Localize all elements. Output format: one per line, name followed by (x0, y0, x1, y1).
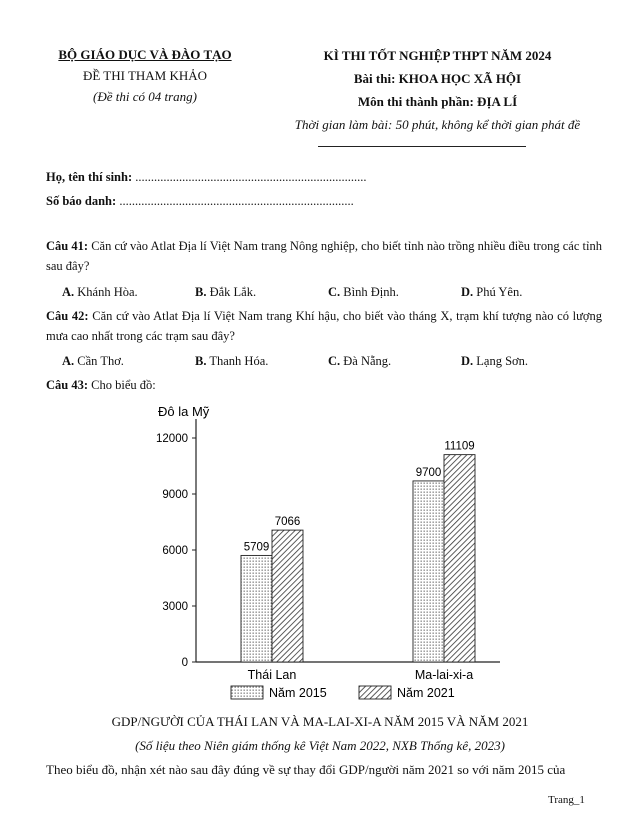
option-key: A. (62, 285, 75, 299)
exam-component: Môn thi thành phần: ĐỊA LÍ (357, 94, 518, 109)
candidate-id-line (46, 194, 354, 209)
question-label: Câu 41: (46, 239, 89, 253)
y-tick-label: 3000 (162, 601, 188, 613)
question-43 (46, 375, 602, 395)
option-key: A. (62, 354, 75, 368)
question-text: Căn cứ vào Atlat Địa lí Việt Nam trang Nông nghiệp, cho biết tỉnh nào trồng nhiều điều trong các tỉnh sau đây? (46, 239, 602, 273)
option-a[interactable] (62, 354, 124, 369)
option-b[interactable] (195, 285, 256, 300)
legend-swatch (359, 686, 391, 699)
candidate-name-line (46, 170, 367, 185)
option-text: Đắk Lắk. (209, 285, 257, 299)
y-tick-label: 6000 (162, 545, 188, 557)
data-label: 7066 (274, 516, 301, 529)
chart-source: (Số liệu theo Niên giám thống kê Việt Nam 2022, NXB Thống kê, 2023) (135, 738, 505, 753)
x-tick-label: Ma-lai-xi-a (414, 668, 474, 682)
option-key: B. (195, 285, 207, 299)
candidate-name-label: Họ, tên thí sinh: (46, 170, 133, 184)
option-text: Đà Nẵng. (343, 354, 392, 368)
option-text: Bình Định. (343, 285, 399, 299)
question-label: Câu 43: (46, 378, 89, 392)
header-right (265, 44, 610, 136)
legend-swatch (231, 686, 263, 699)
data-label: 9700 (415, 466, 442, 479)
option-d[interactable] (461, 354, 528, 369)
header-left (20, 44, 270, 107)
option-text: Phú Yên. (476, 285, 523, 299)
exam-title: KÌ THI TỐT NGHIỆP THPT NĂM 2024 (323, 48, 552, 63)
data-label: 11109 (444, 440, 475, 453)
legend (231, 686, 455, 700)
option-c[interactable] (328, 285, 399, 300)
question-label: Câu 42: (46, 309, 89, 323)
ministry-name: BỘ GIÁO DỤC VÀ ĐÀO TẠO (58, 47, 232, 62)
time-note: Thời gian làm bài: 50 phút, không kể thời gian phát đề (294, 117, 581, 132)
option-b[interactable] (195, 354, 268, 369)
option-key: D. (461, 285, 474, 299)
y-tick-label: 9000 (162, 489, 188, 501)
bar (241, 555, 272, 662)
gdp-bar-chart (0, 395, 640, 715)
candidate-name-dots: .......................................................................... (135, 170, 367, 184)
candidate-id-label: Số báo danh: (46, 194, 117, 208)
pages-note: (Đề thi có 04 trang) (93, 89, 197, 104)
option-d[interactable] (461, 285, 522, 300)
option-c[interactable] (328, 354, 391, 369)
option-a[interactable] (62, 285, 138, 300)
question-text: Căn cứ vào Atlat Địa lí Việt Nam trang Khí hậu, cho biết vào tháng X, trạm khí tượng nào có lượng mưa cao nhất trong các trạm sau đây? (46, 309, 602, 343)
bar (272, 530, 303, 662)
header-rule (318, 146, 526, 147)
question-continuation: Theo biểu đồ, nhận xét nào sau đây đúng về sự thay đổi GDP/người năm 2021 so với năm 2015 của (46, 762, 566, 777)
option-key: B. (195, 354, 207, 368)
page-number: Trang_1 (548, 794, 585, 806)
option-text: Lạng Sơn. (476, 354, 529, 368)
exam-type: ĐỀ THI THAM KHẢO (82, 68, 208, 83)
y-tick-label: 12000 (156, 433, 188, 445)
option-key: C. (328, 285, 341, 299)
data-label: 5709 (243, 541, 270, 554)
bar (444, 455, 475, 662)
option-text: Thanh Hóa. (209, 354, 269, 368)
option-key: D. (461, 354, 474, 368)
legend-label: Năm 2021 (397, 686, 455, 700)
option-key: C. (328, 354, 341, 368)
exam-subject: Bài thi: KHOA HỌC XÃ HỘI (353, 71, 522, 86)
chart-title: GDP/NGƯỜI CỦA THÁI LAN VÀ MA-LAI-XI-A NĂM 2015 VÀ NĂM 2021 (111, 714, 529, 729)
question-42 (46, 306, 602, 346)
question-41 (46, 236, 602, 276)
y-tick-label: 0 (181, 657, 188, 669)
option-text: Khánh Hòa. (77, 285, 138, 299)
legend-label: Năm 2015 (269, 686, 327, 700)
x-tick-label: Thái Lan (247, 668, 297, 682)
candidate-id-dots: ........................................................................... (119, 194, 354, 208)
bar (413, 481, 444, 662)
option-text: Cần Thơ. (77, 354, 124, 368)
y-axis-label: Đô la Mỹ (158, 404, 210, 419)
question-text: Cho biểu đồ: (91, 378, 156, 392)
